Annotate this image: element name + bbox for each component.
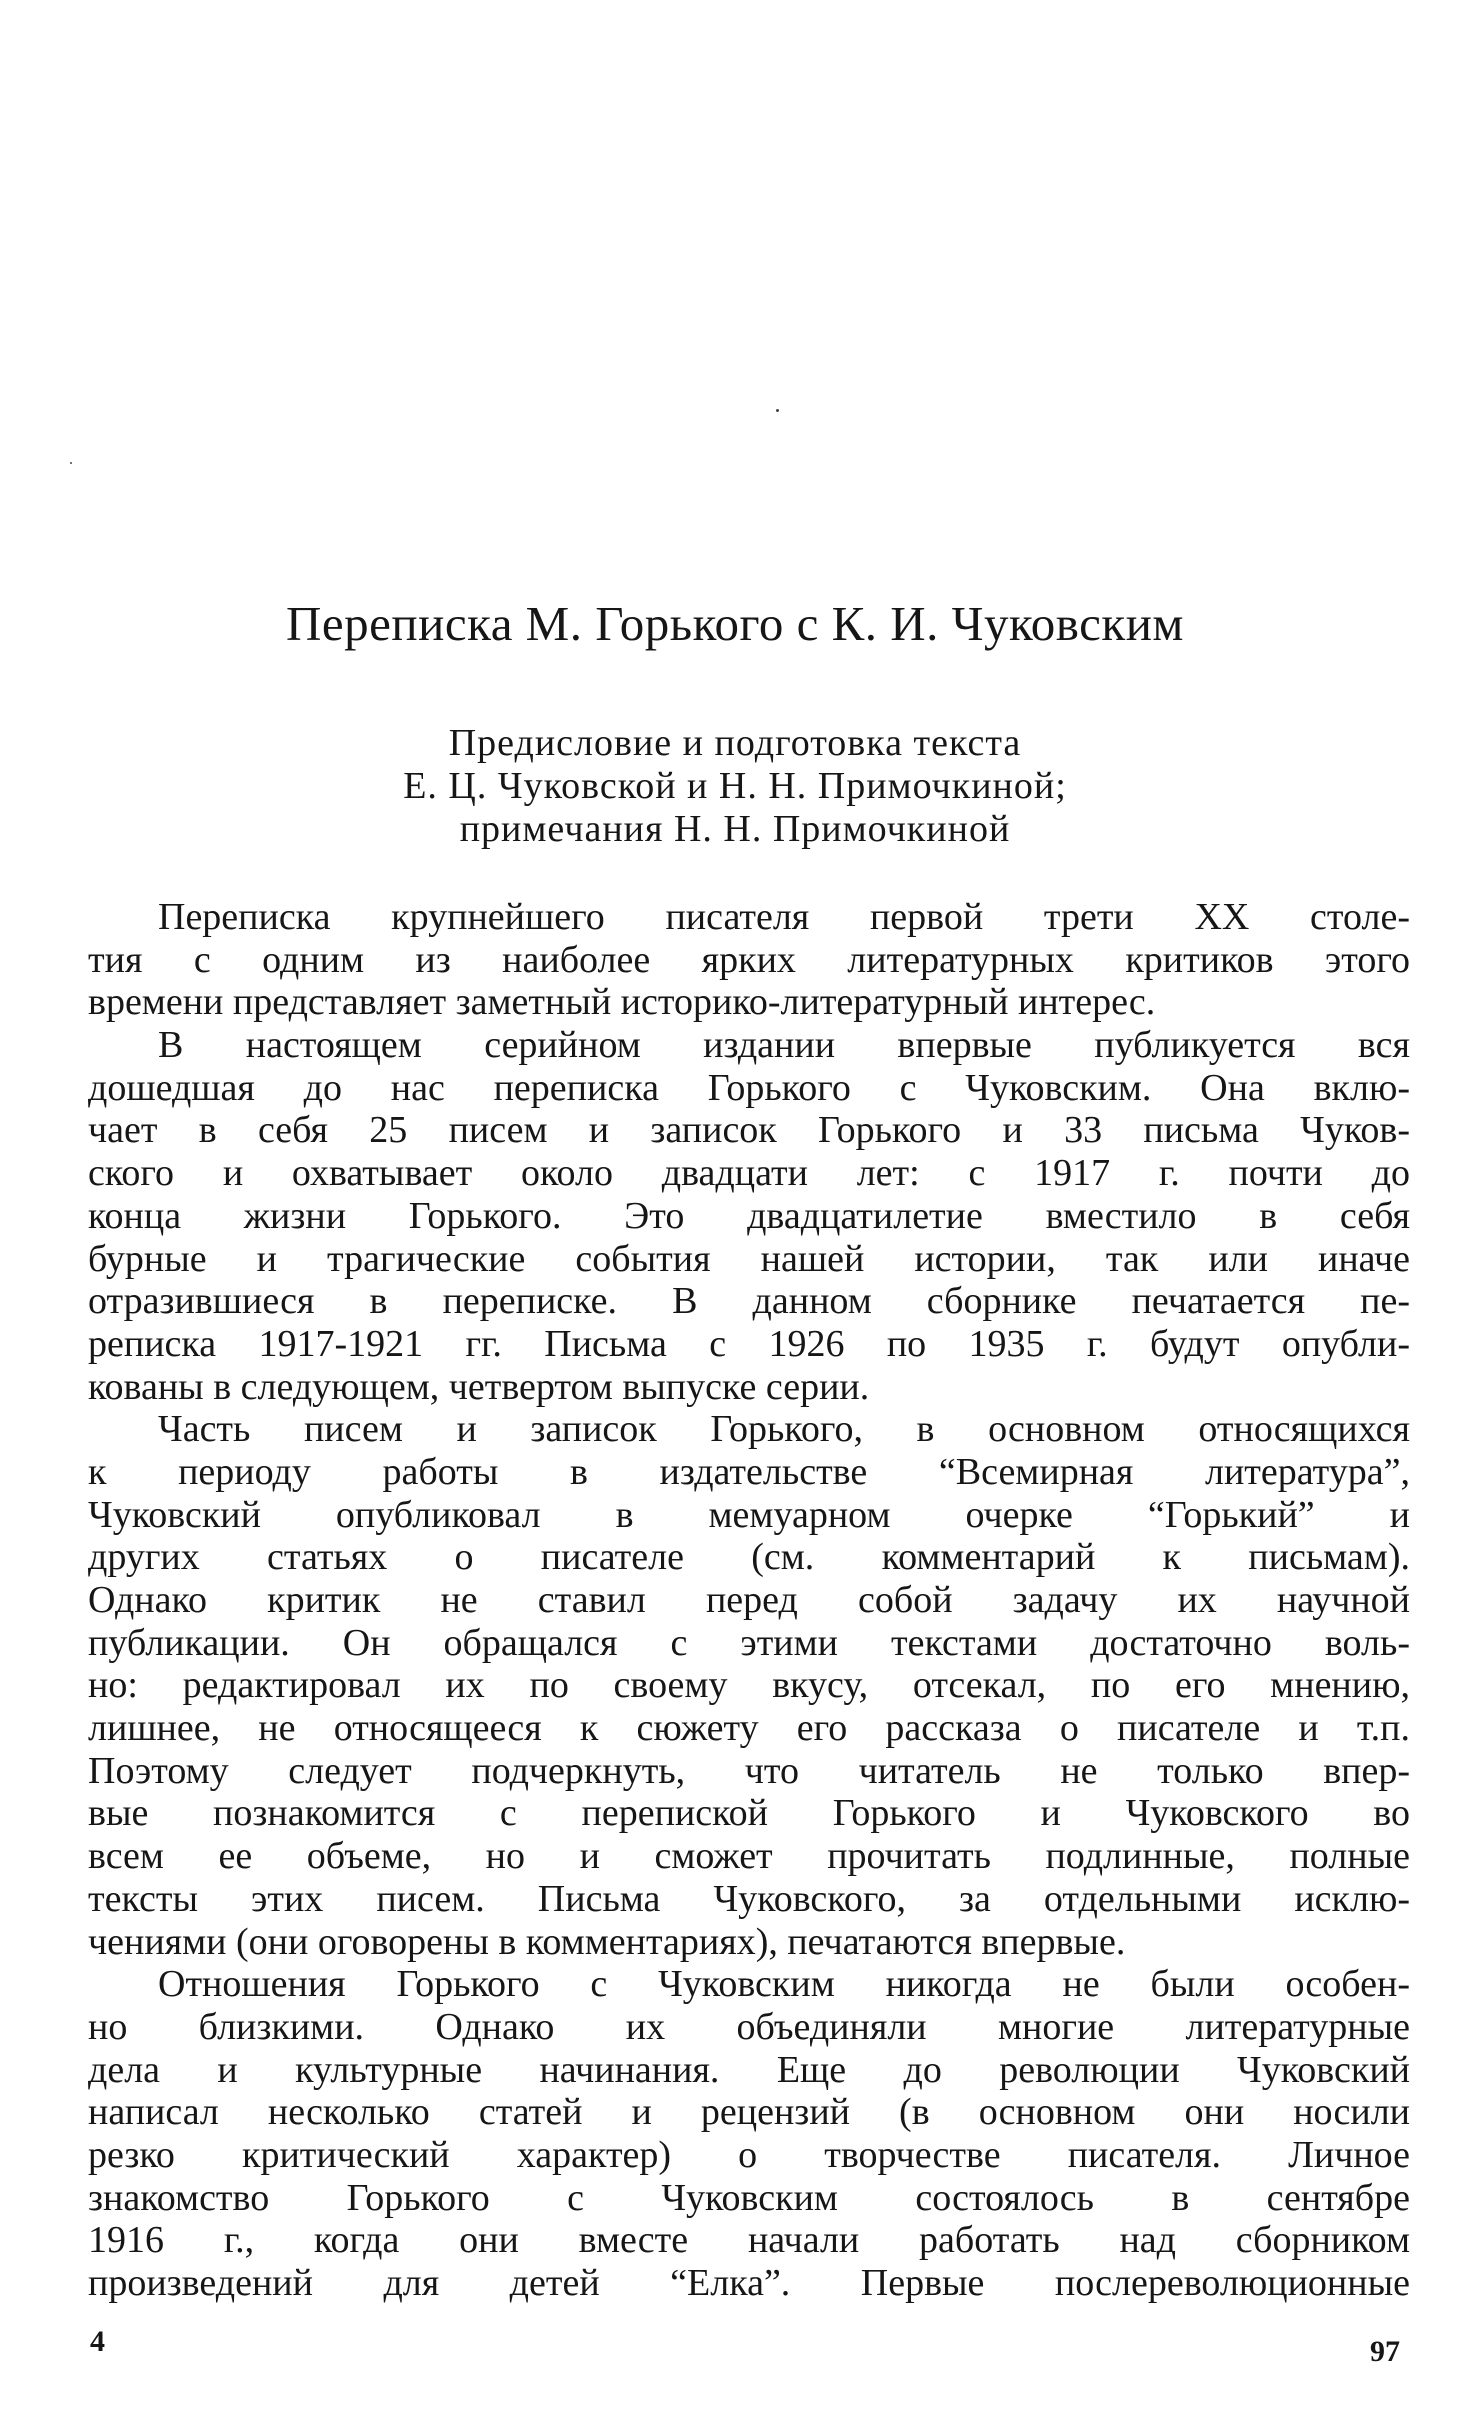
text-line: реписка 1917-1921 гг. Письма с 1926 по 1935 г. будут опубли- [88, 1322, 1410, 1365]
text-line: конца жизни Горького. Это двадцатилетие вместило в себя [88, 1194, 1410, 1237]
text-line: Чуковский опубликовал в мемуарном очерке “Горький” и [88, 1493, 1410, 1536]
text-line: публикации. Он обращался с этими текстами достаточно воль- [88, 1621, 1410, 1664]
text-line: отразившиеся в переписке. В данном сборнике печатается пе- [88, 1280, 1410, 1323]
text-line: произведений для детей “Елка”. Первые послереволюционные [88, 2262, 1410, 2304]
page-number: 97 [1370, 2335, 1400, 2368]
text-line: резко критический характер) о творчестве писателя. Личное [88, 2133, 1410, 2176]
text-line: бурные и трагические события нашей истории, так или иначе [88, 1237, 1410, 1280]
text-line: чает в себя 25 писем и записок Горького и 33 письма Чуков- [88, 1109, 1410, 1152]
text-line: Переписка крупнейшего писателя первой трети XX столе- [158, 896, 1410, 938]
scan-speck [776, 409, 779, 412]
text-line: В настоящем серийном издании впервые публикуется вся [158, 1024, 1410, 1067]
text-line: Однако критик не ставил перед собой задачу их научной [88, 1579, 1410, 1621]
text-line: Отношения Горького с Чуковским никогда не были особен- [158, 1963, 1410, 2006]
text-line: тия с одним из наиболее ярких литературных критиков этого [88, 938, 1410, 981]
text-line: всем ее объеме, но и сможет прочитать подлинные, полные [88, 1835, 1410, 1878]
text-line: знакомство Горького с Чуковским состоялось в сентябре [88, 2176, 1410, 2219]
text-line: 1916 г., когда они вместе начали работать над сборником [88, 2219, 1410, 2262]
article-title: Переписка М. Горького с К. И. Чуковским [286, 596, 1184, 651]
text-line: других статьях о писателе (см. комментарий к письмам). [88, 1536, 1410, 1579]
text-line: тексты этих писем. Письма Чуковского, за отдельными исклю- [88, 1877, 1410, 1920]
text-line: кованы в следующем, четвертом выпуске серии. [88, 1365, 870, 1408]
scan-speck [70, 462, 72, 464]
text-line: вые познакомится с перепиской Горького и Чуковского во [88, 1792, 1410, 1835]
text-line: дошедшая до нас переписка Горького с Чуковским. Она вклю- [88, 1066, 1410, 1109]
credits-block [80, 722, 1390, 851]
text-line: ского и охватывает около двадцати лет: с 1917 г. почти до [88, 1152, 1410, 1195]
text-line: дела и культурные начинания. Еще до революции Чуковский [88, 2048, 1410, 2091]
credits-line: Предисловие и подготовка текста [448, 722, 1022, 764]
text-line: времени представляет заметный историко-литературный интерес. [88, 981, 1156, 1024]
text-line: Поэтому следует подчеркнуть, что читатель не только впер- [88, 1749, 1410, 1792]
credits-line: примечания Н. Н. Примочкиной [459, 808, 1011, 850]
text-line: но близкими. Однако их объединяли многие литературные [88, 2005, 1410, 2048]
signature-mark: 4 [90, 2325, 105, 2358]
text-line: но: редактировал их по своему вкусу, отсекал, по его мнению, [88, 1664, 1410, 1707]
text-line: чениями (они оговорены в комментариях), печатаются впервые. [88, 1920, 1126, 1963]
credits-line: Е. Ц. Чуковской и Н. Н. Примочкиной; [403, 765, 1067, 807]
text-line: к периоду работы в издательстве “Всемирная литература”, [88, 1450, 1410, 1493]
text-line: написал несколько статей и рецензий (в основном они носили [88, 2091, 1410, 2134]
article-body [88, 896, 1410, 2305]
text-line: лишнее, не относящееся к сюжету его рассказа о писателе и т.п. [88, 1707, 1410, 1750]
text-line: Часть писем и записок Горького, в основном относящихся [158, 1408, 1410, 1451]
